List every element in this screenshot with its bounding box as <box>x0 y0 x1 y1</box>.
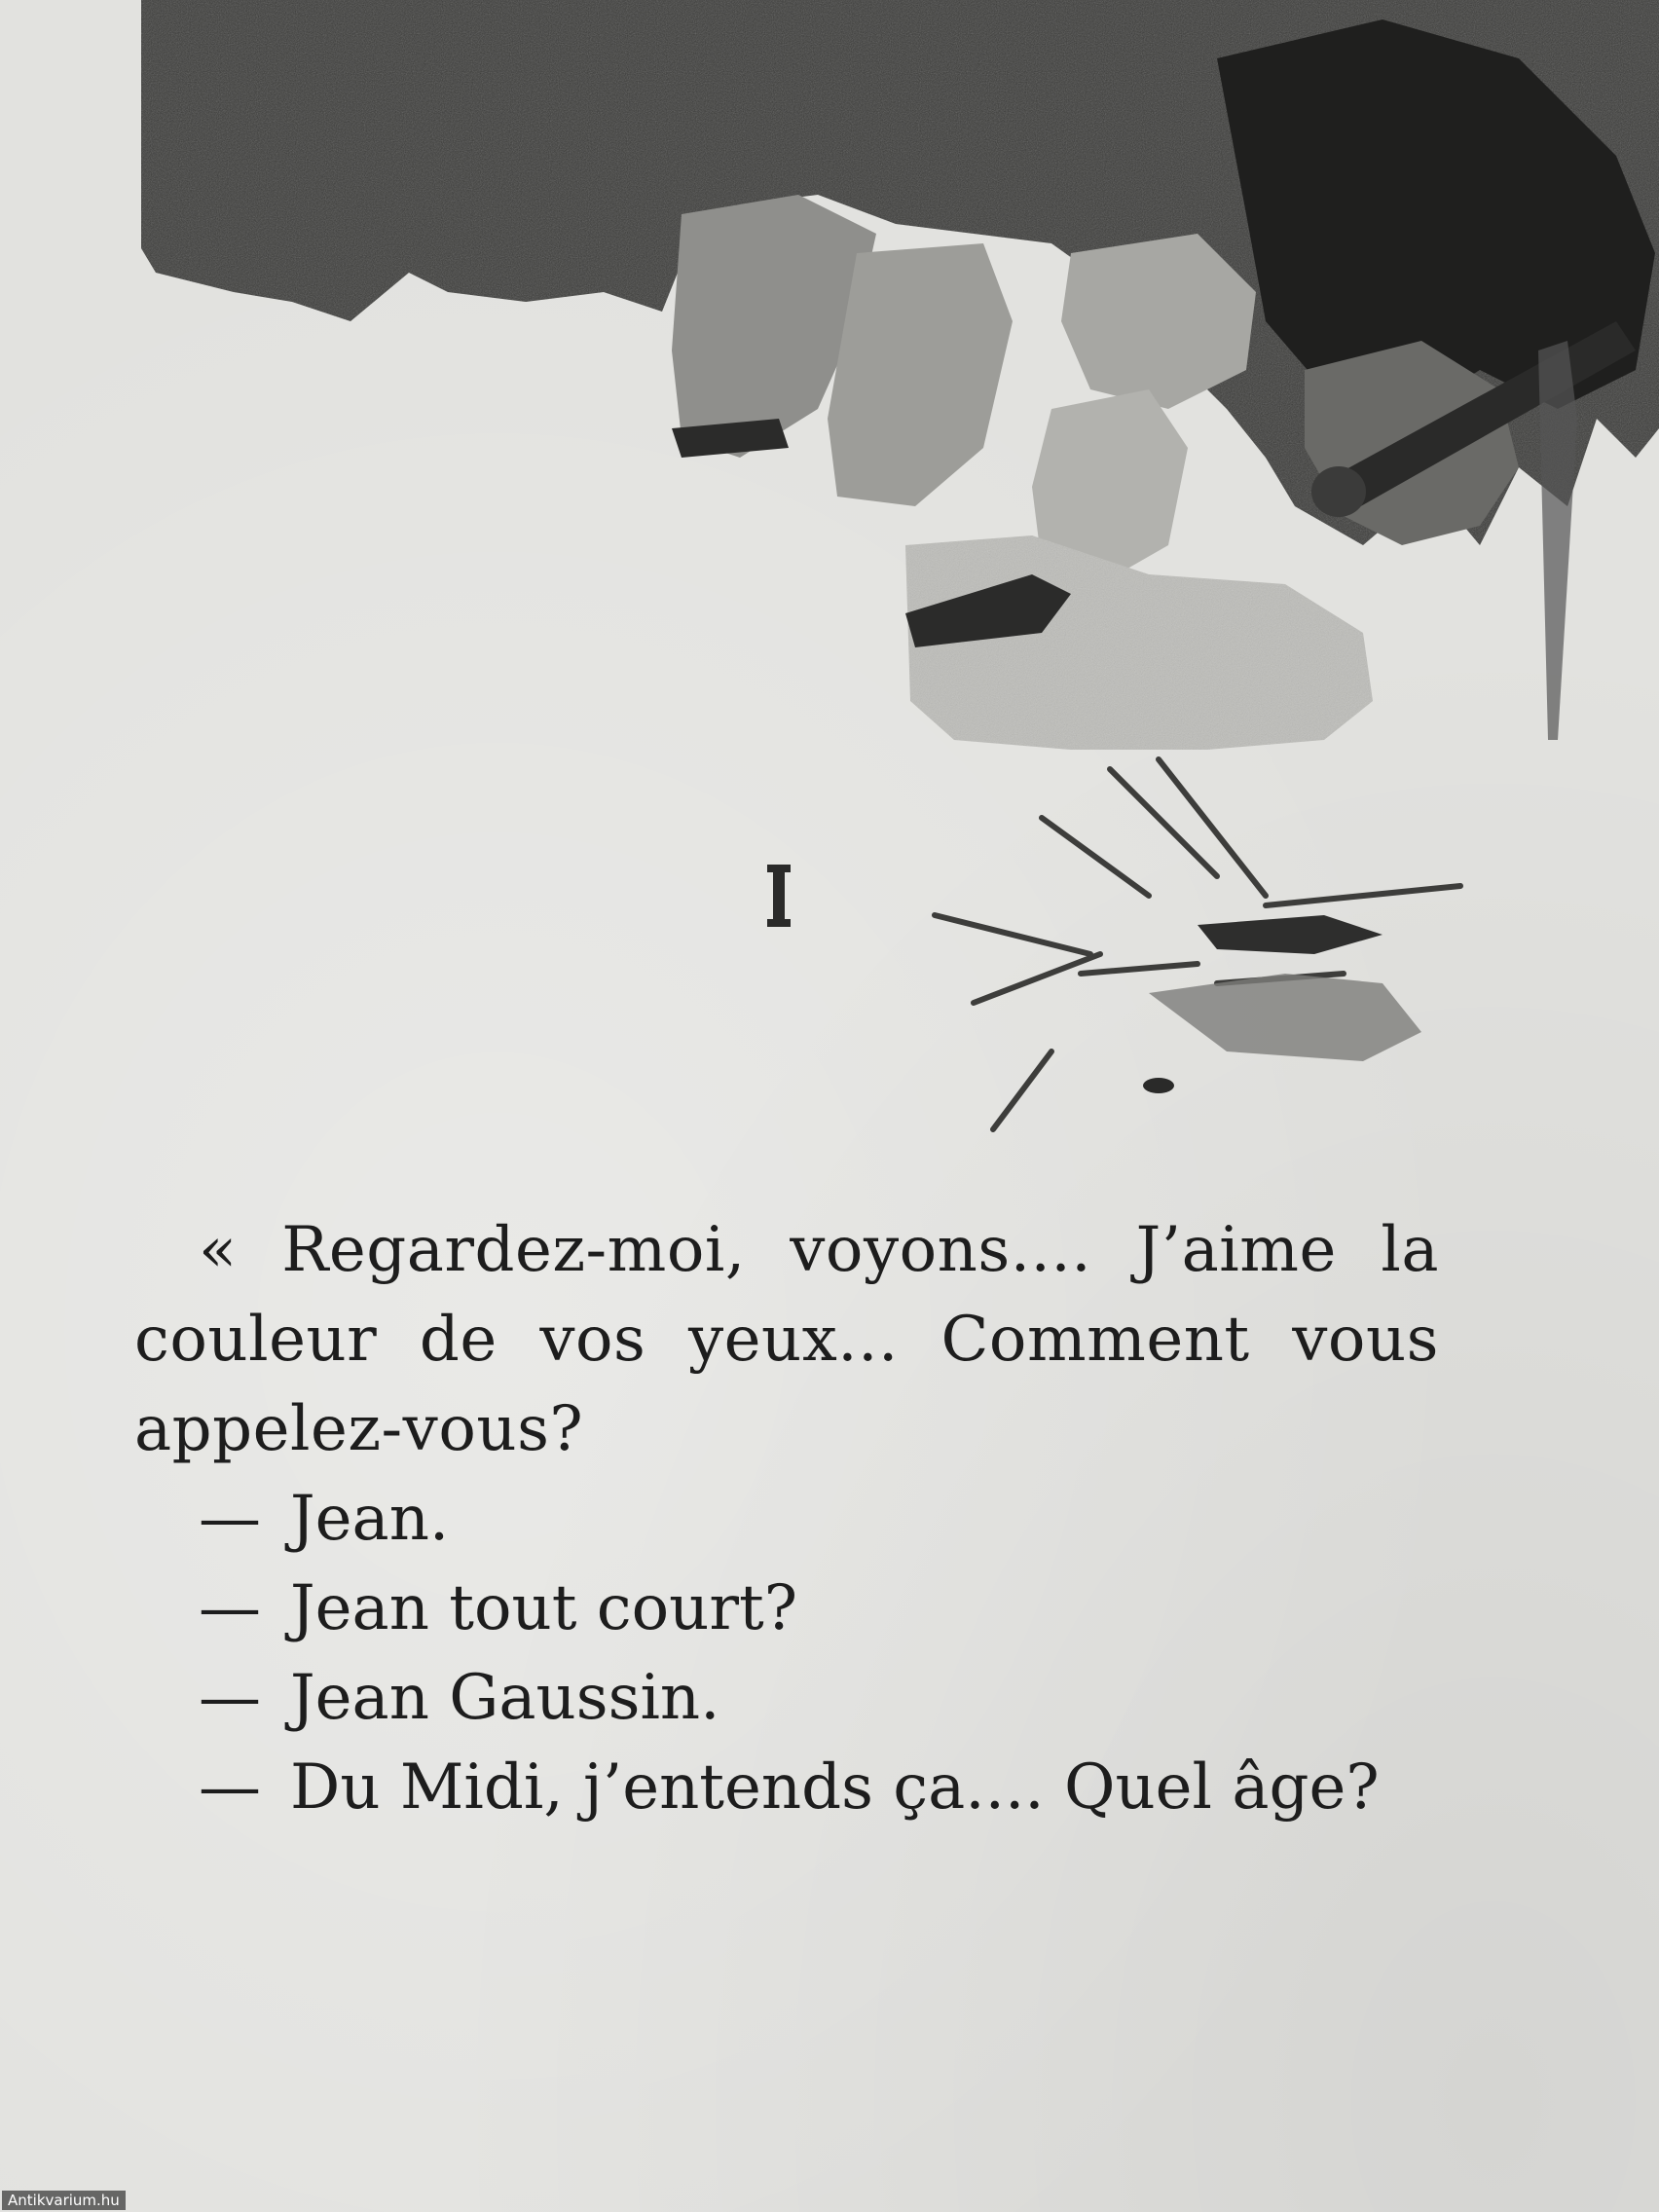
watermark: Antikvarium.hu <box>2 2191 126 2210</box>
dialog-line <box>134 1743 1439 1832</box>
dialog-line <box>134 1564 1439 1653</box>
dialog-line <box>134 1653 1439 1743</box>
dialog-text: Du Midi, j’entends ça.... Quel âge? <box>290 1751 1380 1824</box>
dialog-text: Jean. <box>290 1483 450 1555</box>
em-dash: — <box>199 1572 261 1644</box>
em-dash: — <box>199 1662 261 1734</box>
em-dash: — <box>199 1751 261 1824</box>
dialog-text: Jean tout court? <box>290 1572 797 1644</box>
opening-paragraph: « Regardez-moi, voyons.... J’aime la couleur de vos yeux... Comment vous appelez-vous? <box>134 1214 1439 1465</box>
dialog-line <box>134 1474 1439 1564</box>
em-dash: — <box>199 1483 261 1555</box>
dialog-text: Jean Gaussin. <box>290 1662 720 1734</box>
prose-text <box>134 1205 1439 1832</box>
